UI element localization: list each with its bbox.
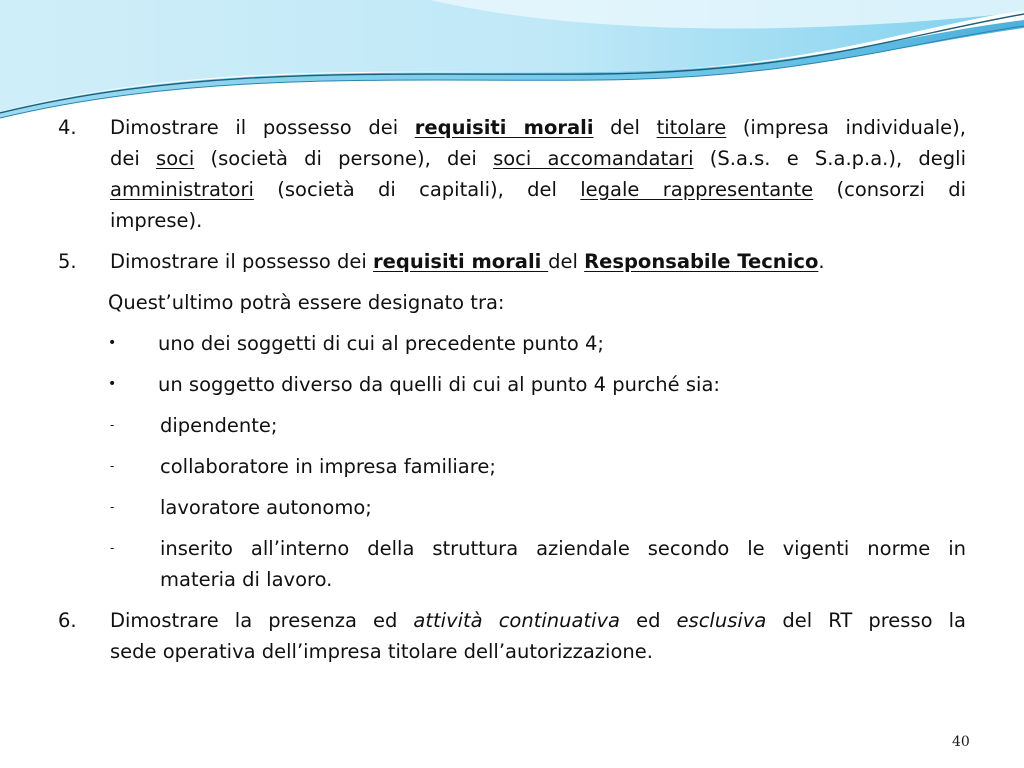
text-run: (impresa individuale), (726, 116, 966, 139)
dash-text: lavoratore autonomo; (160, 496, 372, 519)
text-run: Dimostrare la presenza ed (110, 609, 414, 632)
term-requisiti-morali: requisiti morali (414, 116, 594, 139)
designation-intro: Quest’ultimo potrà essere designato tra: (108, 291, 505, 314)
dash-icon: - (110, 459, 115, 473)
bullet-icon: • (108, 335, 117, 351)
dash-icon: - (110, 500, 115, 514)
bullet-text: uno dei soggetti di cui al precedente punto 4; (158, 332, 604, 355)
text-line (110, 605, 966, 636)
text-line (110, 143, 966, 174)
item-number: 6. (58, 609, 77, 632)
term-esclusiva: esclusiva (676, 609, 767, 632)
item-text (110, 112, 966, 236)
text-line: inserito all’interno della struttura aziendale secondo le vigenti norme in (160, 537, 966, 560)
dash-text: collaboratore in impresa familiare; (160, 455, 496, 478)
item-text (110, 246, 966, 277)
term-soci: soci (156, 147, 195, 170)
dash-icon: - (110, 418, 115, 432)
item-number: 5. (58, 250, 77, 273)
text-run: (S.a.s. e S.a.p.a.), degli (693, 147, 967, 170)
text-run: Dimostrare il possesso dei (110, 116, 415, 139)
text-run: ed (620, 609, 677, 632)
term-legale-rappresentante: legale rappresentante (580, 178, 814, 201)
term-responsabile-tecnico: Responsabile Tecnico (584, 250, 819, 273)
text-run: (società di capitali), del (253, 178, 581, 201)
term-amministratori: amministratori (110, 178, 254, 201)
text-run: del (593, 116, 657, 139)
dash-icon: - (110, 541, 115, 555)
item-text (110, 605, 966, 667)
dash-text (160, 533, 966, 595)
bullet-text: un soggetto diverso da quelli di cui al punto 4 purché sia: (158, 373, 720, 396)
text-run: del (548, 250, 585, 273)
text-run: (consorzi di (813, 178, 966, 201)
slide-body (58, 112, 966, 677)
text-line (110, 174, 966, 205)
page-number: 40 (952, 734, 970, 750)
item-number: 4. (58, 116, 77, 139)
bullet-item (58, 328, 966, 359)
text-run: . (818, 250, 825, 273)
header-wave-decoration (0, 0, 1024, 125)
term-titolare: titolare (656, 116, 727, 139)
term-requisiti-morali: requisiti morali (373, 250, 549, 273)
dash-item (58, 533, 966, 595)
text-run: dei (110, 147, 157, 170)
bullet-item (58, 369, 966, 400)
text-line: materia di lavoro. (160, 568, 333, 591)
dash-item (58, 410, 966, 441)
term-attivita-continuativa: attività continuativa (413, 609, 621, 632)
text-run: (società di persone), dei (194, 147, 494, 170)
text-run: del RT presso la (766, 609, 966, 632)
dash-item (58, 451, 966, 482)
requirement-item-6 (58, 605, 966, 667)
requirement-item-5 (58, 246, 966, 277)
requirement-item-4 (58, 112, 966, 236)
dash-text: dipendente; (160, 414, 278, 437)
bullet-icon: • (108, 376, 117, 392)
term-soci-accomandatari: soci accomandatari (493, 147, 694, 170)
text-line: imprese). (110, 209, 203, 232)
dash-item (58, 492, 966, 523)
text-line (110, 246, 966, 277)
text-run: Dimostrare il possesso dei (110, 250, 374, 273)
text-line: sede operativa dell’impresa titolare dell’autorizzazione. (110, 640, 653, 663)
text-line (110, 112, 966, 143)
